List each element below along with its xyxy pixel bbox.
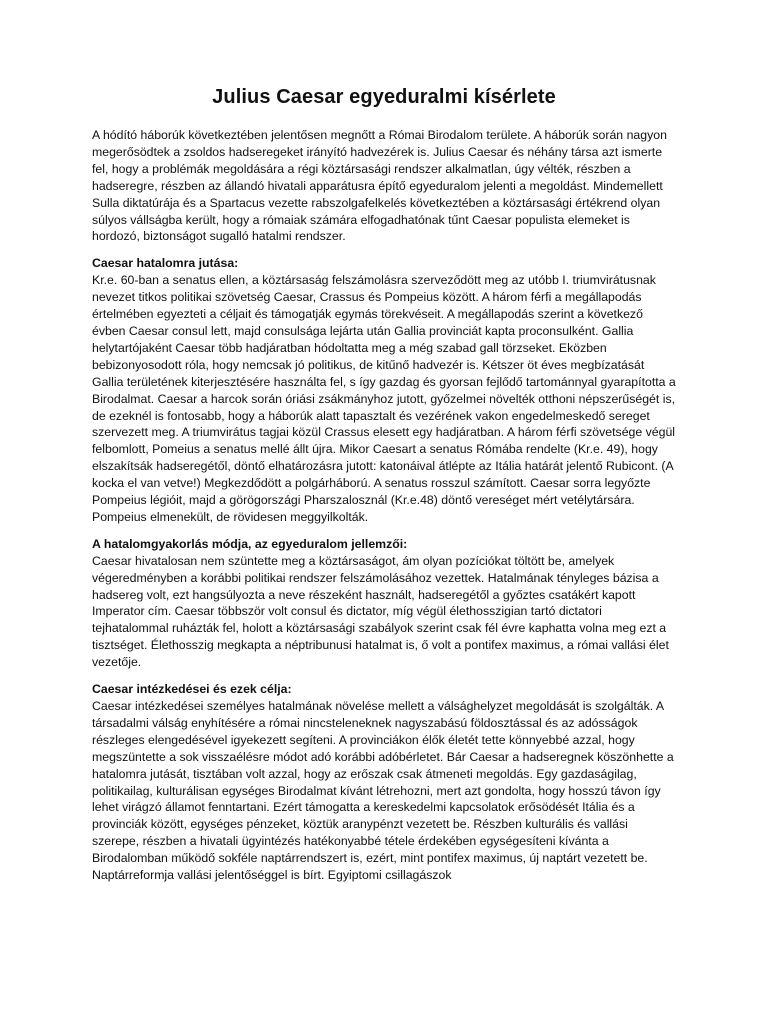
section-body: Caesar intézkedései személyes hatalmának növelése mellett a válsághelyzet megoldását is szolgálták. A társadalmi válság enyhítésére a római nincsteleneknek nagyszabású földosztással és az adósságok részleges elengedésével igyekezett segíteni. A provinciákon élők életét tette könnyebbé azzal, hogy megszüntette a sok visszaélésre módot adó korábbi adóbérletet. Bár Caesar a hadseregnek köszönhette a hatalomra jutását, tisztában volt azzal, hogy az erőszak csak átmeneti megoldás. Egy gazdaságilag, politikailag, kulturálisan egységes Birodalmat kívánt létrehozni, mert azt gondolta, hogy hosszú távon így lehet virágzó államot fenntartani. Ezért támogatta a kereskedelmi kapcsolatok erősödését Itália és a provinciák között, egységes pénzeket, köztük aranypénzt vezetett be. Részben kulturális és vallási szerepe, részben a hivatali ügyintézés hatékonyabbé tétele érdekében egységesíteni kívánta a Birodalomban működő sokféle naptárrendszert is, ezért, mint pontifex maximus, új naptárt vezetett be. Naptárreformja vallási jelentőséggel is bírt. Egyiptomi csillagászok [92, 699, 674, 883]
page-title: Julius Caesar egyeduralmi kísérlete [212, 86, 556, 108]
section-rise-to-power [92, 255, 676, 526]
section-exercise-of-power [92, 536, 676, 671]
document-page [92, 86, 676, 884]
section-heading: A hatalomgyakorlás módja, az egyeduralom jellemzői: [92, 536, 408, 551]
section-heading: Caesar intézkedései és ezek célja: [92, 682, 292, 697]
intro-paragraph: A hódító háborúk következtében jelentősen megnőtt a Római Birodalom területe. A háborúk során nagyon megerősödtek a zsoldos hadseregeket irányító hadvezérek is. Julius Caesar és néhány társa azt ismerte fel, hogy a problémák megoldására a régi köztársasági rendszer alkalmatlan, úgy vélték, részben a hadseregre, részben az állandó hivatali apparátusra építő egyeduralom jelenti a megoldást. Mindemellett Sulla diktatúrája és a Spartacus vezette rabszolgafelkelés következtében a köztársasági értékrend olyan súlyos vállságba került, hogy a rómaiak számára elfogadhatónak tűnt Caesar populista elemeket is hordozó, biztonságot sugalló hatalmi rendszer. [92, 128, 667, 244]
section-body: Kr.e. 60-ban a senatus ellen, a köztársaság felszámolásra szerveződött meg az utóbb I. triumvirátusnak nevezet titkos politikai szövetség Caesar, Crassus és Pompeius között. A három férfi a megállapodás értelmében egyezteti a céljait és támogatják egymás törekvéseit. A megállapodás szerint a következő évben Caesar consul lett, majd consulsága lejárta után Gallia provinciát kapta proconsulként. Gallia helytartójaként Caesar több hadjáratban hódoltatta meg a még szabad gall törzseket. Eközben bebizonyosodott róla, hogy nemcsak jó politikus, de kitűnő hadvezér is. Kétszer öt éves megbízatását Gallia területének kiterjesztésére használta fel, s így gazdag és gyorsan fejlődő tartománnyal gyarapította a Birodalmat. Caesar a harcok során óriási zsákmányhoz jutott, győzelmei növelték otthoni népszerűségét is, de ezeknél is fontosabb, hogy a háborúk alatt tapasztalt és vezérének vakon engedelmeskedő sereget szervezett meg. A triumvirátus tagjai közül Crassus elesett egy hadjáratban. A három férfi szövetsége végül felbomlott, Pomeius a senatus mellé állt újra. Mikor Caesart a senatus Rómába rendelte (Kr.e. 49), hogy elszakítsák hadseregétől, döntő elhatározásra jutott: katonáival átlépte az Itália határát jelentő Rubicont. (A kocka el van vetve!) Megkezdődött a polgárháború. A senatus rosszul számított. Caesar sorra legyőzte Pompeius légióit, majd a görögországi Pharszalosznál (Kr.e.48) döntő vereséget mért vetélytársára. Pompeius elmenekült, de rövidesen meggyilkolták. [92, 273, 676, 524]
section-heading: Caesar hatalomra jutása: [92, 256, 239, 271]
section-measures [92, 681, 676, 884]
section-body: Caesar hivatalosan nem szüntette meg a köztársaságot, ám olyan pozíciókat töltött be, amelyek végeredményben a korábbi politikai rendszer felszámolásához vezettek. Hatalmának tényleges bázisa a hadsereg volt, ezt hangsúlyozta a neve részeként használt, hadseregétől a győztes csatákért kapott Imperator cím. Caesar többször volt consul és dictator, míg végül élethosszigian tartó dictatori tejhatalommal ruházták fel, holott a köztársasági szabályok szerint csak fél évre kaphatta volna meg ezt a tisztséget. Élethosszig megkapta a néptribunusi hatalmat is, ő volt a pontifex maximus, a római vallási élet vezetője. [92, 553, 669, 670]
